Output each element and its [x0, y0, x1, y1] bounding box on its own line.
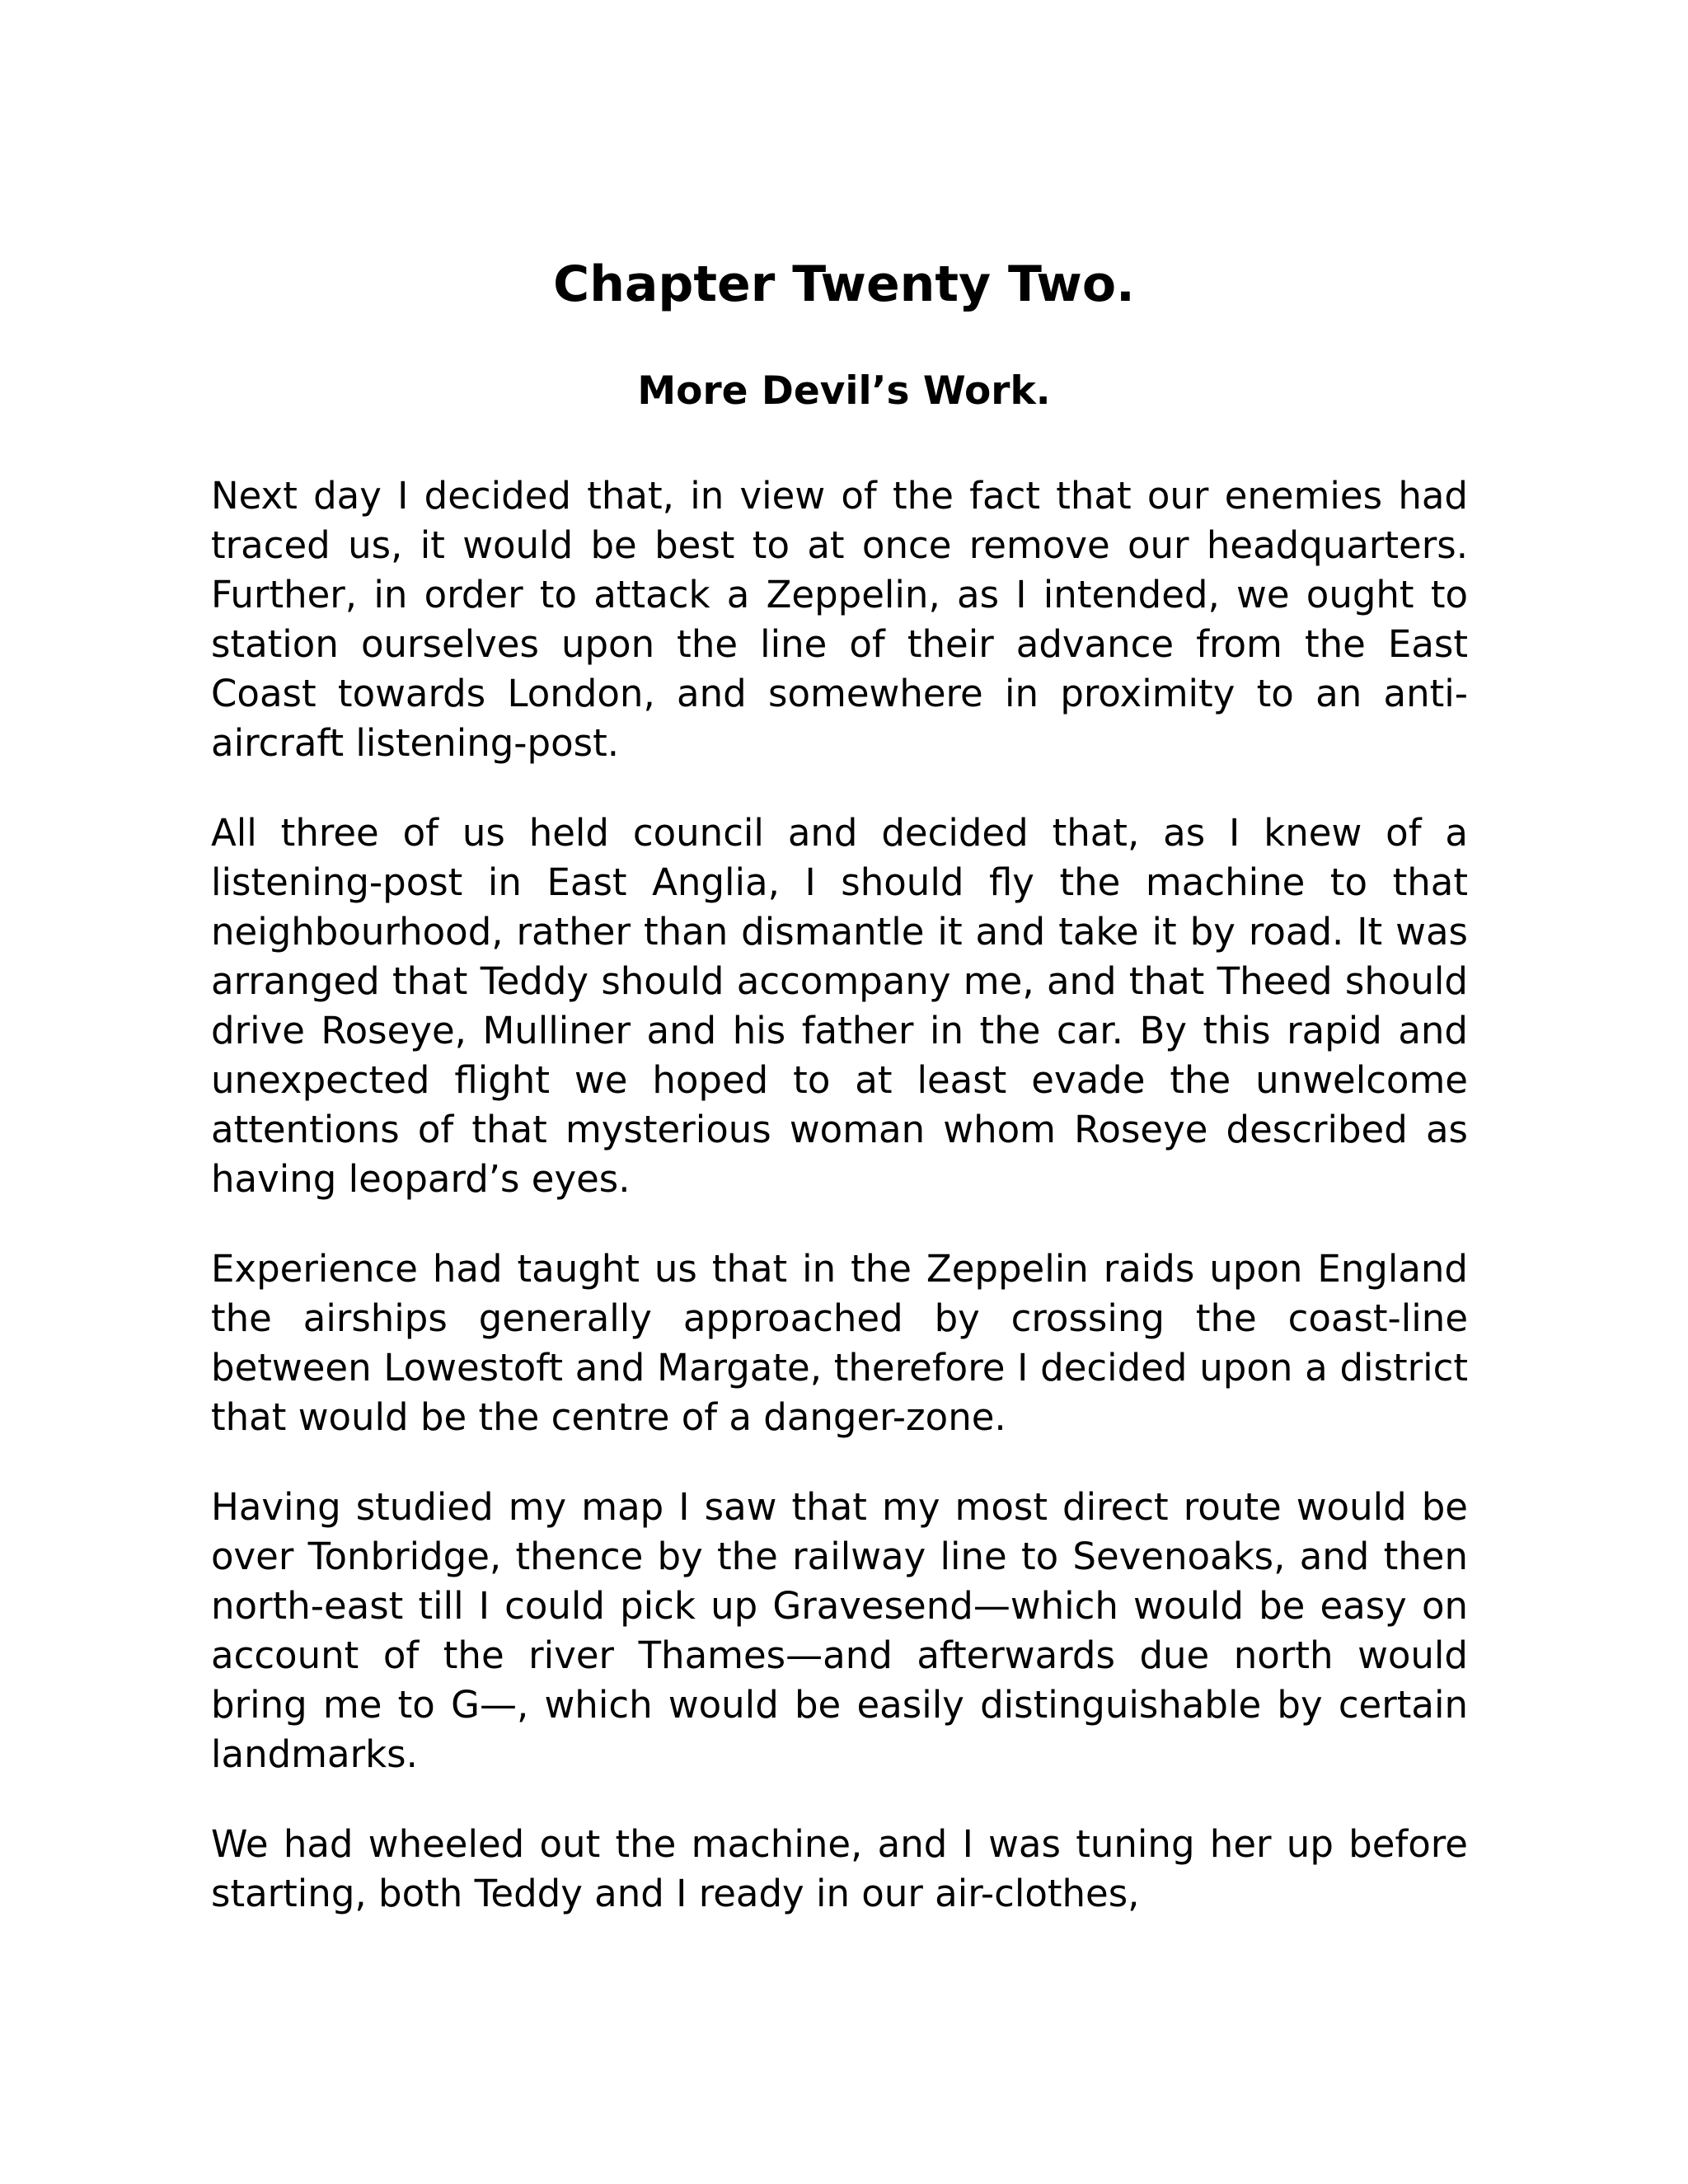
paragraph-4: Having studied my map I saw that my most direct route would be over Tonbridge, thence by the railway line to Sevenoaks, and then north-east till I could pick up Gravesend—which would be easy on account of the river Thames—and afterwards due north would bring me to G—, which would be easily distinguishable by certain landmarks.	[211, 1485, 1468, 1776]
paragraph-3: Experience had taught us that in the Zeppelin raids upon England the airships generally approached by crossing the coast-line between Lowestoft and Margate, therefore I decided upon a district that would be the centre of a danger-zone.	[211, 1247, 1468, 1439]
paragraph-1: Next day I decided that, in view of the fact that our enemies had traced us, it would be best to at once remove our headquarters. Further, in order to attack a Zeppelin, as I intended, we ought to station ourselves upon the line of their advance from the East Coast towards London, and somewhere in proximity to an anti-aircraft listening-post.	[211, 474, 1468, 765]
paragraph-2: All three of us held council and decided that, as I knew of a listening-post in East Anglia, I should fly the machine to that neighbourhood, rather than dismantle it and take it by road. It was arranged that Teddy should accompany me, and that Theed should drive Roseye, Mulliner and his father in the car. By this rapid and unexpected flight we hoped to at least evade the unwelcome attentions of that mysterious woman whom Roseye described as having leopard’s eyes.	[211, 811, 1468, 1201]
paragraph-5: We had wheeled out the machine, and I was tuning her up before starting, both Teddy and I ready in our air-clothes,	[211, 1822, 1468, 1915]
chapter-body	[211, 471, 1468, 1919]
chapter-subtitle: More Devil’s Work.	[637, 368, 1051, 414]
chapter-title: Chapter Twenty Two.	[553, 255, 1135, 313]
